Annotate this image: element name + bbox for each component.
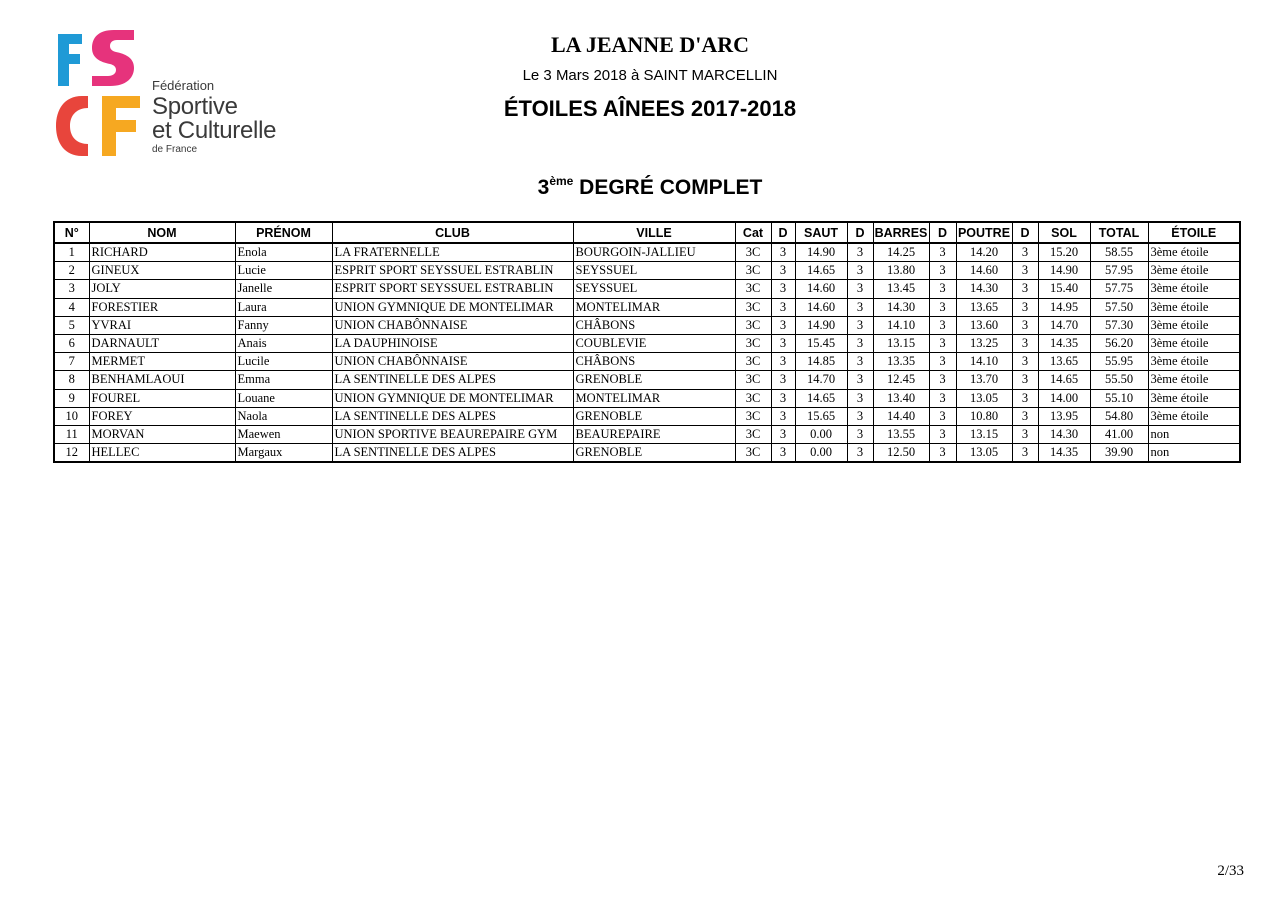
- table-cell: 1: [54, 243, 89, 262]
- table-cell: 14.90: [795, 243, 847, 262]
- table-cell: Enola: [235, 243, 332, 262]
- table-cell: 15.40: [1038, 280, 1090, 298]
- table-row: [54, 334, 1240, 352]
- table-cell: 3C: [735, 280, 771, 298]
- table-cell: 3ème étoile: [1148, 371, 1240, 389]
- table-cell: 14.10: [873, 316, 929, 334]
- table-cell: 3: [847, 280, 873, 298]
- table-row: [54, 389, 1240, 407]
- table-cell: SEYSSUEL: [573, 262, 735, 280]
- table-cell: MONTELIMAR: [573, 389, 735, 407]
- table-cell: CHÂBONS: [573, 353, 735, 371]
- table-cell: 3: [1012, 353, 1038, 371]
- table-cell: 14.70: [795, 371, 847, 389]
- table-cell: 3: [1012, 389, 1038, 407]
- table-cell: 3C: [735, 371, 771, 389]
- table-cell: Louane: [235, 389, 332, 407]
- table-cell: 3: [1012, 262, 1038, 280]
- level-text: DEGRÉ COMPLET: [573, 176, 763, 199]
- table-cell: COUBLEVIE: [573, 334, 735, 352]
- table-cell: 13.05: [956, 389, 1012, 407]
- table-cell: 57.75: [1090, 280, 1148, 298]
- table-cell: 3C: [735, 407, 771, 425]
- column-header: D: [929, 222, 956, 243]
- table-cell: 3: [771, 444, 795, 463]
- table-cell: 3ème étoile: [1148, 334, 1240, 352]
- table-cell: 3: [929, 371, 956, 389]
- table-cell: 3: [1012, 243, 1038, 262]
- table-cell: BEAUREPAIRE: [573, 425, 735, 443]
- table-cell: 7: [54, 353, 89, 371]
- level-superscript: ème: [549, 174, 574, 188]
- table-cell: 13.25: [956, 334, 1012, 352]
- table-cell: 3: [1012, 334, 1038, 352]
- table-row: [54, 444, 1240, 463]
- table-row: [54, 298, 1240, 316]
- table-cell: 3: [847, 389, 873, 407]
- table-cell: 3: [847, 262, 873, 280]
- column-header: N°: [54, 222, 89, 243]
- table-cell: 15.20: [1038, 243, 1090, 262]
- table-cell: 14.65: [795, 389, 847, 407]
- table-cell: 3: [1012, 371, 1038, 389]
- table-cell: 14.30: [873, 298, 929, 316]
- table-cell: LA SENTINELLE DES ALPES: [332, 407, 573, 425]
- table-row: [54, 262, 1240, 280]
- table-cell: CHÂBONS: [573, 316, 735, 334]
- table-cell: 15.65: [795, 407, 847, 425]
- table-cell: 13.45: [873, 280, 929, 298]
- table-cell: 3: [771, 425, 795, 443]
- table-cell: Margaux: [235, 444, 332, 463]
- table-cell: 3: [847, 425, 873, 443]
- table-cell: 57.30: [1090, 316, 1148, 334]
- table-cell: SEYSSUEL: [573, 280, 735, 298]
- table-cell: 3: [929, 353, 956, 371]
- table-cell: 3: [771, 371, 795, 389]
- table-cell: 0.00: [795, 425, 847, 443]
- table-cell: 3C: [735, 425, 771, 443]
- table-cell: 14.95: [1038, 298, 1090, 316]
- table-cell: Janelle: [235, 280, 332, 298]
- table-cell: 55.95: [1090, 353, 1148, 371]
- table-cell: ESPRIT SPORT SEYSSUEL ESTRABLIN: [332, 280, 573, 298]
- table-cell: 3: [1012, 280, 1038, 298]
- table-cell: 57.50: [1090, 298, 1148, 316]
- column-header: NOM: [89, 222, 235, 243]
- table-cell: 14.40: [873, 407, 929, 425]
- table-row: [54, 425, 1240, 443]
- column-header: POUTRE: [956, 222, 1012, 243]
- table-cell: 4: [54, 298, 89, 316]
- table-cell: 3: [847, 407, 873, 425]
- table-cell: 3ème étoile: [1148, 262, 1240, 280]
- table-cell: LA FRATERNELLE: [332, 243, 573, 262]
- table-cell: 55.50: [1090, 371, 1148, 389]
- logo-text-line4: de France: [152, 144, 198, 155]
- table-cell: non: [1148, 425, 1240, 443]
- table-cell: 3: [929, 444, 956, 463]
- table-cell: 3ème étoile: [1148, 389, 1240, 407]
- table-cell: 3: [771, 389, 795, 407]
- table-cell: 54.80: [1090, 407, 1148, 425]
- table-cell: 3: [929, 316, 956, 334]
- table-cell: 13.95: [1038, 407, 1090, 425]
- page-number: 2/33: [1217, 863, 1244, 879]
- table-cell: 3: [771, 407, 795, 425]
- table-cell: 3: [847, 334, 873, 352]
- table-cell: 3C: [735, 389, 771, 407]
- table-cell: 10: [54, 407, 89, 425]
- table-cell: 15.45: [795, 334, 847, 352]
- table-cell: 57.95: [1090, 262, 1148, 280]
- table-cell: 3: [771, 280, 795, 298]
- table-cell: 13.15: [873, 334, 929, 352]
- table-cell: Naola: [235, 407, 332, 425]
- table-cell: RICHARD: [89, 243, 235, 262]
- table-cell: 11: [54, 425, 89, 443]
- table-cell: 3ème étoile: [1148, 298, 1240, 316]
- table-cell: 3: [1012, 425, 1038, 443]
- table-cell: 14.70: [1038, 316, 1090, 334]
- table-cell: 3C: [735, 444, 771, 463]
- table-cell: 3: [771, 334, 795, 352]
- table-cell: 14.85: [795, 353, 847, 371]
- table-cell: GRENOBLE: [573, 407, 735, 425]
- table-cell: 39.90: [1090, 444, 1148, 463]
- table-cell: 3: [771, 298, 795, 316]
- table-cell: 8: [54, 371, 89, 389]
- table-cell: FOUREL: [89, 389, 235, 407]
- table-cell: Anais: [235, 334, 332, 352]
- table-row: [54, 243, 1240, 262]
- table-cell: GRENOBLE: [573, 444, 735, 463]
- table-cell: 3: [929, 262, 956, 280]
- table-cell: UNION GYMNIQUE DE MONTELIMAR: [332, 298, 573, 316]
- table-cell: 3: [847, 298, 873, 316]
- table-row: [54, 371, 1240, 389]
- table-cell: 2: [54, 262, 89, 280]
- table-cell: 3: [847, 316, 873, 334]
- column-header: D: [1012, 222, 1038, 243]
- column-header: SAUT: [795, 222, 847, 243]
- column-header: VILLE: [573, 222, 735, 243]
- table-row: [54, 407, 1240, 425]
- table-cell: 3C: [735, 243, 771, 262]
- table-cell: 3: [1012, 444, 1038, 463]
- table-cell: 3: [929, 280, 956, 298]
- table-cell: 0.00: [795, 444, 847, 463]
- logo-text-line3: et Culturelle: [152, 117, 277, 144]
- column-header: TOTAL: [1090, 222, 1148, 243]
- level-number: 3: [537, 176, 550, 199]
- table-cell: UNION CHABÔNNAISE: [332, 353, 573, 371]
- table-cell: 6: [54, 334, 89, 352]
- table-cell: 13.70: [956, 371, 1012, 389]
- document-subtitle: Le 3 Mars 2018 à SAINT MARCELLIN: [522, 67, 778, 84]
- table-cell: 3: [54, 280, 89, 298]
- table-cell: 14.10: [956, 353, 1012, 371]
- table-cell: 3C: [735, 262, 771, 280]
- table-cell: DARNAULT: [89, 334, 235, 352]
- table-cell: Maewen: [235, 425, 332, 443]
- table-cell: 3: [1012, 316, 1038, 334]
- table-cell: HELLEC: [89, 444, 235, 463]
- table-cell: 14.30: [1038, 425, 1090, 443]
- table-cell: 56.20: [1090, 334, 1148, 352]
- table-cell: 13.60: [956, 316, 1012, 334]
- table-cell: 14.60: [956, 262, 1012, 280]
- table-cell: 3: [929, 298, 956, 316]
- table-row: [54, 353, 1240, 371]
- table-cell: GRENOBLE: [573, 371, 735, 389]
- table-cell: 3ème étoile: [1148, 316, 1240, 334]
- table-cell: UNION GYMNIQUE DE MONTELIMAR: [332, 389, 573, 407]
- table-cell: 58.55: [1090, 243, 1148, 262]
- document-title: LA JEANNE D'ARC: [550, 32, 750, 57]
- table-cell: YVRAI: [89, 316, 235, 334]
- table-header-row: [54, 222, 1240, 243]
- table-cell: 9: [54, 389, 89, 407]
- table-cell: 3: [1012, 298, 1038, 316]
- table-cell: Emma: [235, 371, 332, 389]
- table-cell: non: [1148, 444, 1240, 463]
- table-cell: 13.80: [873, 262, 929, 280]
- table-cell: 3: [771, 353, 795, 371]
- column-header: PRÉNOM: [235, 222, 332, 243]
- logo-text-line1: Fédération: [152, 78, 215, 93]
- table-cell: 14.35: [1038, 334, 1090, 352]
- table-cell: Fanny: [235, 316, 332, 334]
- table-cell: 14.30: [956, 280, 1012, 298]
- table-cell: 3: [929, 389, 956, 407]
- table-cell: 3: [771, 316, 795, 334]
- table-cell: UNION CHABÔNNAISE: [332, 316, 573, 334]
- column-header: ÉTOILE: [1148, 222, 1240, 243]
- table-cell: MONTELIMAR: [573, 298, 735, 316]
- table-cell: 3ème étoile: [1148, 280, 1240, 298]
- table-cell: Laura: [235, 298, 332, 316]
- table-cell: 55.10: [1090, 389, 1148, 407]
- results-table: [53, 221, 1241, 463]
- table-body: [54, 243, 1240, 462]
- column-header: D: [771, 222, 795, 243]
- table-cell: FORESTIER: [89, 298, 235, 316]
- table-cell: 13.65: [1038, 353, 1090, 371]
- table-cell: 3: [929, 407, 956, 425]
- table-cell: MORVAN: [89, 425, 235, 443]
- table-cell: 3: [771, 262, 795, 280]
- table-cell: 13.05: [956, 444, 1012, 463]
- table-cell: 3C: [735, 316, 771, 334]
- table-cell: LA SENTINELLE DES ALPES: [332, 371, 573, 389]
- table-cell: BOURGOIN-JALLIEU: [573, 243, 735, 262]
- table-cell: 3ème étoile: [1148, 243, 1240, 262]
- table-cell: FOREY: [89, 407, 235, 425]
- table-cell: 12: [54, 444, 89, 463]
- table-cell: 3: [929, 334, 956, 352]
- level-title: [0, 176, 1280, 200]
- table-cell: 5: [54, 316, 89, 334]
- logo-text-line2: Sportive: [152, 93, 238, 120]
- table-cell: 13.40: [873, 389, 929, 407]
- column-header: Cat: [735, 222, 771, 243]
- table-cell: BENHAMLAOUI: [89, 371, 235, 389]
- table-cell: 14.20: [956, 243, 1012, 262]
- table-cell: 3ème étoile: [1148, 353, 1240, 371]
- table-cell: 3: [847, 371, 873, 389]
- table-cell: 14.25: [873, 243, 929, 262]
- table-cell: 14.90: [1038, 262, 1090, 280]
- table-cell: 3: [929, 243, 956, 262]
- table-cell: 14.60: [795, 280, 847, 298]
- column-header: CLUB: [332, 222, 573, 243]
- table-cell: 12.50: [873, 444, 929, 463]
- table-row: [54, 316, 1240, 334]
- table-cell: 14.35: [1038, 444, 1090, 463]
- table-cell: 3: [847, 353, 873, 371]
- table-cell: GINEUX: [89, 262, 235, 280]
- table-cell: Lucie: [235, 262, 332, 280]
- table-cell: 12.45: [873, 371, 929, 389]
- table-cell: 14.65: [795, 262, 847, 280]
- table-cell: 3: [1012, 407, 1038, 425]
- table-cell: 13.35: [873, 353, 929, 371]
- table-cell: LA SENTINELLE DES ALPES: [332, 444, 573, 463]
- table-cell: 41.00: [1090, 425, 1148, 443]
- table-cell: LA DAUPHINOISE: [332, 334, 573, 352]
- column-header: SOL: [1038, 222, 1090, 243]
- table-cell: 14.00: [1038, 389, 1090, 407]
- table-cell: 13.65: [956, 298, 1012, 316]
- table-cell: UNION SPORTIVE BEAUREPAIRE GYM: [332, 425, 573, 443]
- table-cell: 13.55: [873, 425, 929, 443]
- table-cell: Lucile: [235, 353, 332, 371]
- table-row: [54, 280, 1240, 298]
- table-cell: 14.60: [795, 298, 847, 316]
- table-cell: 13.15: [956, 425, 1012, 443]
- table-cell: 3: [847, 243, 873, 262]
- table-cell: 3C: [735, 334, 771, 352]
- table-cell: 14.90: [795, 316, 847, 334]
- event-title: ÉTOILES AÎNEES 2017-2018: [503, 96, 797, 121]
- table-cell: 3C: [735, 298, 771, 316]
- table-cell: 3: [847, 444, 873, 463]
- table-cell: 3: [929, 425, 956, 443]
- table-cell: 3C: [735, 353, 771, 371]
- table-cell: ESPRIT SPORT SEYSSUEL ESTRABLIN: [332, 262, 573, 280]
- table-cell: MERMET: [89, 353, 235, 371]
- table-cell: JOLY: [89, 280, 235, 298]
- column-header: BARRES: [873, 222, 929, 243]
- table-cell: 3ème étoile: [1148, 407, 1240, 425]
- table-cell: 3: [771, 243, 795, 262]
- table-cell: 14.65: [1038, 371, 1090, 389]
- table-cell: 10.80: [956, 407, 1012, 425]
- column-header: D: [847, 222, 873, 243]
